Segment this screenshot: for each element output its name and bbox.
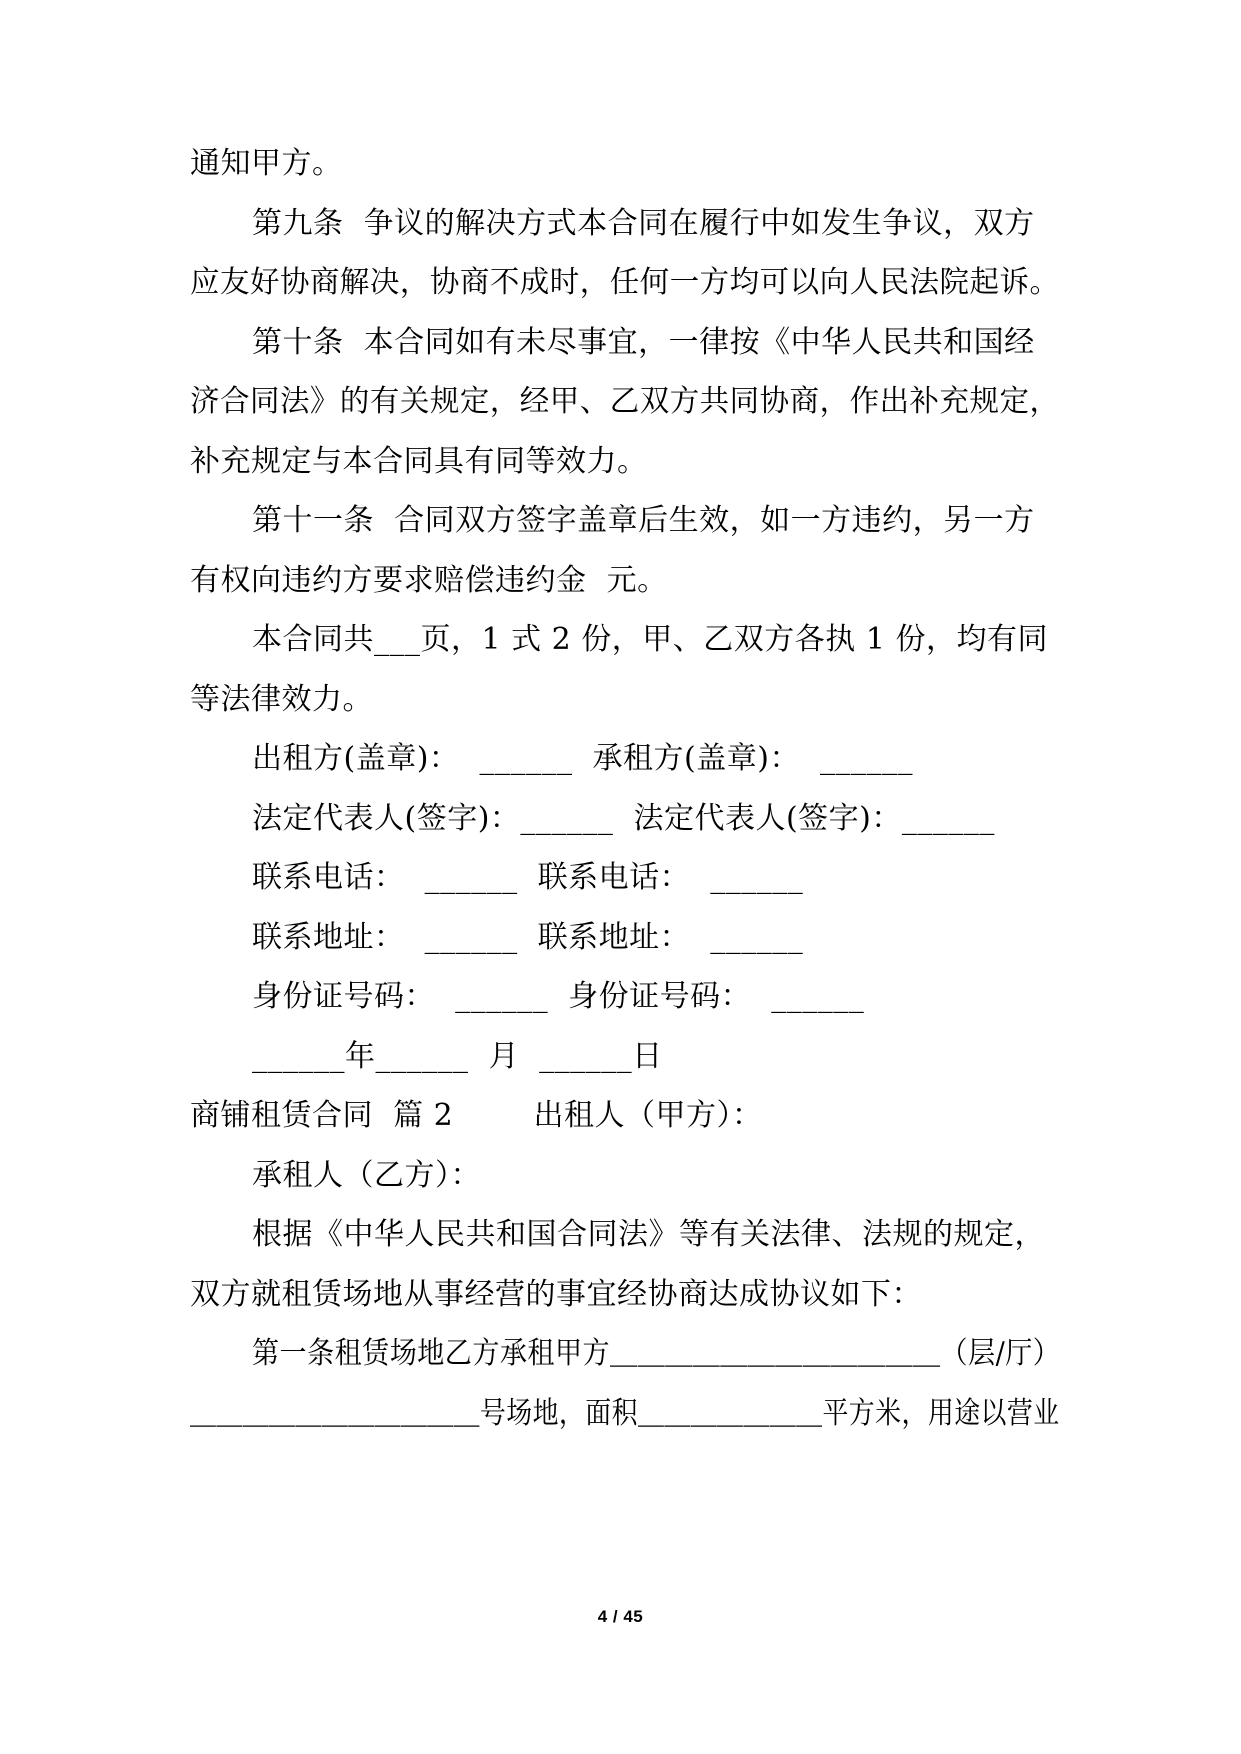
signature-line: 联系地址： ______ 联系地址： ______	[252, 920, 804, 955]
signature-line: 身份证号码： ______ 身份证号码： ______	[252, 979, 865, 1014]
text-line: 应友好协商解决，协商不成时，任何一方均可以向人民法院起诉。	[190, 265, 1060, 300]
text-line: 双方就租赁场地从事经营的事宜经协商达成协议如下：	[190, 1277, 922, 1312]
page-number: 4 / 45	[597, 1607, 644, 1626]
text-line: 补充规定与本合同具有同等效力。	[190, 444, 648, 479]
text-line: ＿＿＿＿＿＿＿＿＿＿＿号场地，面积＿＿＿＿＿＿＿平方米，用途以营业	[190, 1396, 1060, 1431]
text-line: 第九条 争议的解决方式本合同在履行中如发生争议，双方	[252, 206, 1035, 241]
text-line: 第十条 本合同如有未尽事宜，一律按《中华人民共和国经	[252, 325, 1035, 360]
text-line: 根据《中华人民共和国合同法》等有关法律、法规的规定，	[252, 1217, 1045, 1252]
signature-line: 出租方(盖章)： ______ 承租方(盖章)： ______	[252, 741, 914, 776]
text-line: 等法律效力。	[190, 682, 373, 717]
date-line: ______年______ 月 ______日	[252, 1039, 663, 1074]
text-line: 第一条租赁场地乙方承租甲方＿＿＿＿＿＿＿＿＿＿＿＿（层/厅）	[252, 1336, 1061, 1371]
section-heading: 商铺租赁合同 篇 2 出租人（甲方）：	[190, 1098, 763, 1133]
text-line: 第十一条 合同双方签字盖章后生效，如一方违约，另一方	[252, 503, 1035, 538]
text-line: 有权向违约方要求赔偿违约金 元。	[190, 563, 668, 598]
signature-line: 法定代表人(签字)：______ 法定代表人(签字)：______	[252, 801, 995, 836]
text-line: 通知甲方。	[190, 146, 343, 181]
text-line: 本合同共___页，1 式 2 份，甲、乙双方各执 1 份，均有同	[252, 622, 1048, 657]
text-line: 承租人（乙方）：	[252, 1158, 481, 1193]
text-line: 济合同法》的有关规定，经甲、乙双方共同协商，作出补充规定，	[190, 384, 1060, 419]
signature-line: 联系电话： ______ 联系电话： ______	[252, 860, 804, 895]
